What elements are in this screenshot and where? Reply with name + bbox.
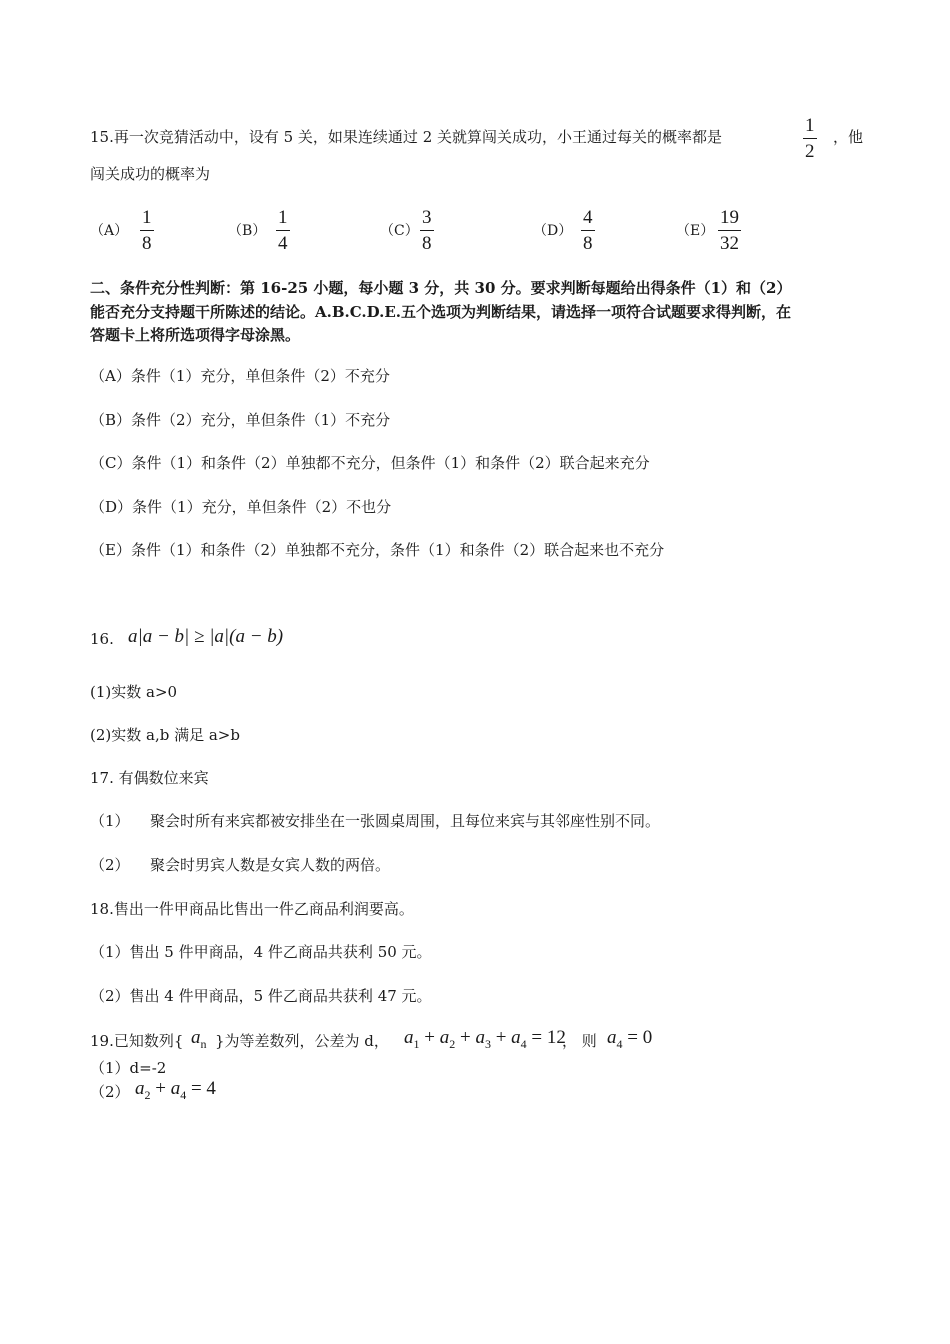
q17-condition-2: 聚会时男宾人数是女宾人数的两倍。: [150, 856, 391, 874]
q15-option-d-num: 4: [583, 207, 593, 228]
q15-option-e-value: [718, 208, 741, 253]
q15-stem-tail: ，他: [833, 128, 864, 146]
q15-option-a-den: 8: [140, 230, 154, 253]
q19-cond2-value: = 4: [190, 1078, 216, 1099]
q15-option-e-den: 32: [718, 230, 741, 253]
q18-stem: 18.售出一件甲商品比售出一件乙商品利润要高。: [90, 900, 414, 918]
q19-sequence: [191, 1027, 207, 1052]
q19-condition-2-equation: $a_2 + a_4 = 4$: [135, 1078, 216, 1102]
q15-option-c-value: [420, 208, 434, 253]
q15-option-a-num: 1: [142, 207, 152, 228]
q15-option-e-num: 19: [720, 207, 739, 228]
q15-option-c-label: （C）: [380, 223, 419, 239]
q15-option-d-den: 8: [581, 230, 595, 253]
q15-probability-fraction: [803, 116, 817, 161]
q16-number: 16.: [90, 630, 114, 648]
q17-condition-1-label: （1）: [90, 812, 130, 830]
section2-choice-a: （A）条件（1）充分，单但条件（2）不充分: [90, 367, 390, 385]
section2-choice-d: （D）条件（1）充分，单但条件（2）不也分: [90, 498, 392, 516]
q15-stem-line1: [90, 126, 722, 147]
q15-option-d-label: （D）: [533, 223, 573, 239]
q19-seq-symbol: a: [191, 1027, 201, 1048]
q19-condition-1: （1）d=-2: [90, 1059, 167, 1077]
q15-option-b-num: 1: [278, 207, 288, 228]
section2-heading-line1: 二、条件充分性判断：第 16-25 小题，每小题 3 分，共 30 分。要求判断每题给出得条件（1）和（2）: [90, 279, 792, 297]
q17-condition-2-label: （2）: [90, 856, 130, 874]
q19-target-value: = 0: [627, 1027, 653, 1048]
q19-seq-subscript: n: [200, 1036, 207, 1051]
q17-stem: 17. 有偶数位来宾: [90, 769, 209, 787]
q16-condition-1: (1)实数 a>0: [90, 683, 178, 701]
q15-stem-text: 15.再一次竞猜活动中，设有 5 关，如果连续通过 2 关就算闯关成功，小王通过每关的概率都是: [90, 128, 723, 146]
q18-condition-2: （2）售出 4 件甲商品，5 件乙商品共获利 47 元。: [90, 987, 432, 1005]
q15-option-b-den: 4: [276, 230, 290, 253]
q15-option-a-value: [140, 208, 154, 253]
q16-condition-2: (2)实数 a,b 满足 a>b: [90, 726, 240, 744]
q15-prob-denominator: 2: [803, 138, 817, 161]
q15-option-b-value: [276, 208, 290, 253]
section2-choice-b: （B）条件（2）充分，单但条件（1）不充分: [90, 411, 391, 429]
q15-option-e-label: （E）: [676, 223, 715, 239]
q17-condition-1: 聚会时所有来宾都被安排坐在一张圆桌周围，且每位来宾与其邻座性别不同。: [150, 812, 661, 830]
q16-formula: a|a − b| ≥ |a|(a − b): [128, 626, 284, 647]
q15-stem-line2: 闯关成功的概率为: [90, 165, 211, 183]
q19-sum-value: = 12: [531, 1027, 566, 1048]
section2-heading-line3: 答题卡上将所选项得字母涂黑。: [90, 326, 301, 344]
section2-choice-c: （C）条件（1）和条件（2）单独都不充分，但条件（1）和条件（2）联合起来充分: [90, 454, 650, 472]
q19-condition-2-label: （2）: [90, 1083, 130, 1101]
q15-option-b-label: （B）: [228, 223, 267, 239]
q19-sum-equation: $a_1 + a_2 + a_3 + a_4 = 12$: [404, 1027, 566, 1051]
q15-option-c-num: 3: [422, 207, 432, 228]
q15-prob-numerator: 1: [805, 115, 815, 136]
q15-option-c-den: 8: [420, 230, 434, 253]
q19-stem-prefix: 19.已知数列{: [90, 1032, 184, 1050]
q19-stem-mid: }为等差数列，公差为 d，: [215, 1032, 389, 1050]
q15-option-a-label: （A）: [90, 223, 129, 239]
q15-option-d-value: [581, 208, 595, 253]
section2-choice-e: （E）条件（1）和条件（2）单独都不充分，条件（1）和条件（2）联合起来也不充分: [90, 541, 665, 559]
q19-target-equation: $a_4 = 0$: [607, 1027, 653, 1051]
q19-then: ， 则: [562, 1032, 597, 1050]
q18-condition-1: （1）售出 5 件甲商品，4 件乙商品共获利 50 元。: [90, 943, 432, 961]
section2-heading-line2: 能否充分支持题干所陈述的结论。A.B.C.D.E.五个选项为判断结果，请选择一项符合试题要求得判断，在: [90, 303, 792, 321]
